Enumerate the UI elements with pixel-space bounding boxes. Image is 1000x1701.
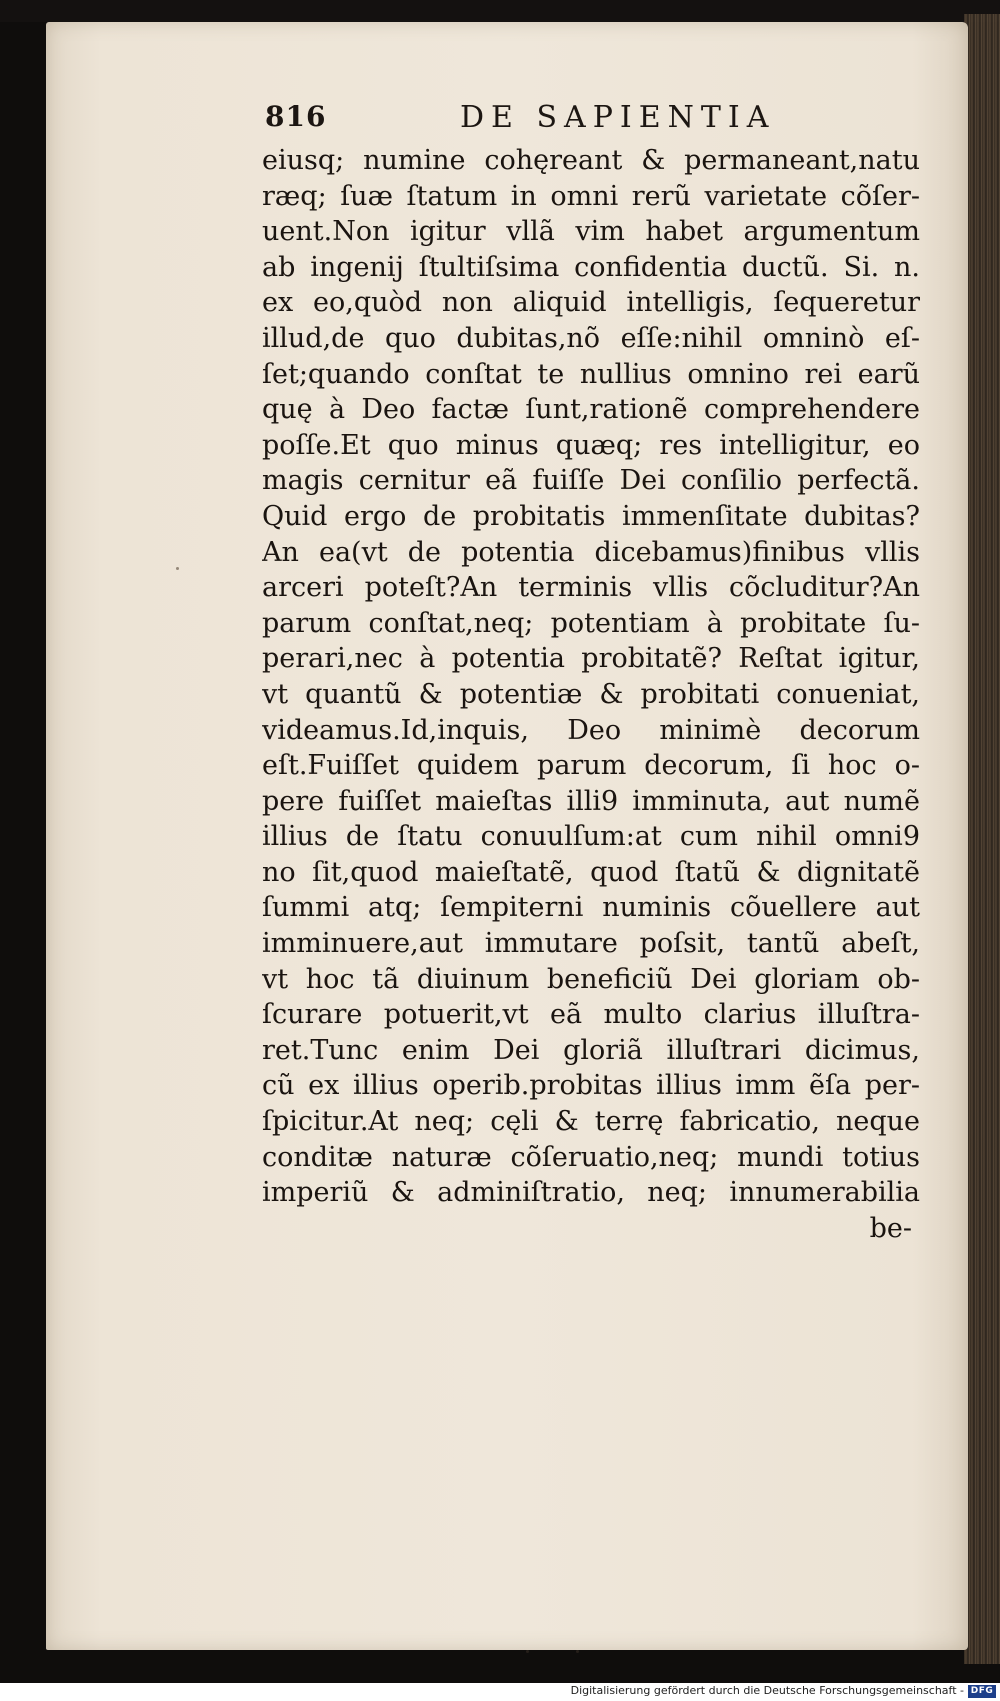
text-line: imperiũ & adminiſtratio, neq; innumerabilia [262, 1177, 920, 1209]
body-text [262, 143, 920, 1246]
text-line: imminuere,aut immutare poſsit, tantũ abeſt, [262, 928, 920, 960]
scan-top-edge [0, 0, 1000, 22]
page-number: 816 [265, 100, 327, 133]
text-line: uent.Non igitur vllã vim habet argumentum [262, 216, 920, 248]
funding-credit: Digitalisierung gefördert durch die Deutsche Forschungsgemeinschaft - [570, 1684, 964, 1697]
text-line: quę à Deo factæ ſunt,rationẽ comprehendere [262, 394, 920, 426]
text-line: poſſe.Et quo minus quæq; res intelligitur, eo [262, 429, 920, 461]
paper-speck [526, 1650, 529, 1653]
text-line: illud,de quo dubitas,nõ eſſe:nihil omninò eſ- [262, 322, 920, 354]
dfg-logo-icon: DFG [968, 1685, 996, 1698]
text-line: ſpicitur.At neq; cęli & terrę fabricatio, neque [262, 1106, 920, 1138]
text-line: ret.Tunc enim Dei gloriã illuſtrari dicimus, [262, 1034, 920, 1066]
text-line: perari,nec à potentia probitatẽ? Reſtat igitur, [262, 643, 920, 675]
text-line: ex eo,quòd non aliquid intelligis, ſequeretur [262, 287, 920, 319]
text-line: parum conſtat,neq; potentiam à probitate ſu- [262, 607, 920, 639]
text-line: vt hoc tã diuinum beneficiũ Dei gloriam ob- [262, 963, 920, 995]
text-line: illius de ſtatu conuulſum:at cum nihil omni9 [262, 821, 920, 853]
page-fore-edge [964, 14, 1000, 1664]
text-line: ſcurare potuerit,vt eã multo clarius illuſtra- [262, 999, 920, 1031]
text-line: conditæ naturæ cõſeruatio,neq; mundi totius [262, 1141, 920, 1173]
text-line: cũ ex illius operib.probitas illius imm ẽſa per- [262, 1070, 920, 1102]
text-line: no ſit,quod maieſtatẽ, quod ſtatũ & dignitatẽ [262, 856, 920, 888]
catchword: be- [869, 1212, 912, 1244]
text-line: arceri poteſt?An terminis vllis cõcluditur?An [262, 572, 920, 604]
running-title: DE SAPIENTIA [460, 100, 776, 135]
text-line: vt quantũ & potentiæ & probitati conueniat, [262, 678, 920, 710]
text-line: pere fuiſſet maieſtas illi9 imminuta, aut numẽ [262, 785, 920, 817]
text-line: Quid ergo de probitatis immenſitate dubitas? [262, 500, 920, 532]
text-line: videamus.Id,inquis, Deo minimè decorum [262, 714, 920, 746]
text-line: ræq; ſuæ ſtatum in omni rerũ varietate cõſer- [262, 180, 920, 212]
text-line: magis cernitur eã fuiſſe Dei conſilio perfectã. [262, 465, 920, 497]
text-line: ſummi atq; ſempiterni numinis cõuellere aut [262, 892, 920, 924]
paper-speck [576, 1650, 579, 1653]
text-line: ſet;quando conſtat te nullius omnino rei earũ [262, 358, 920, 390]
text-line: ab ingenij ſtultiſsima confidentia ductũ. Si. n. [262, 251, 920, 283]
text-line: eſt.Fuiſſet quidem parum decorum, ſi hoc o- [262, 750, 920, 782]
text-line: An ea(vt de potentia dicebamus)finibus vllis [262, 536, 920, 568]
paper-speck [176, 567, 179, 570]
text-line: eiusq; numine cohęreant & permaneant,natu [262, 145, 920, 176]
footer-bar [0, 1683, 1000, 1701]
running-head [265, 100, 905, 140]
